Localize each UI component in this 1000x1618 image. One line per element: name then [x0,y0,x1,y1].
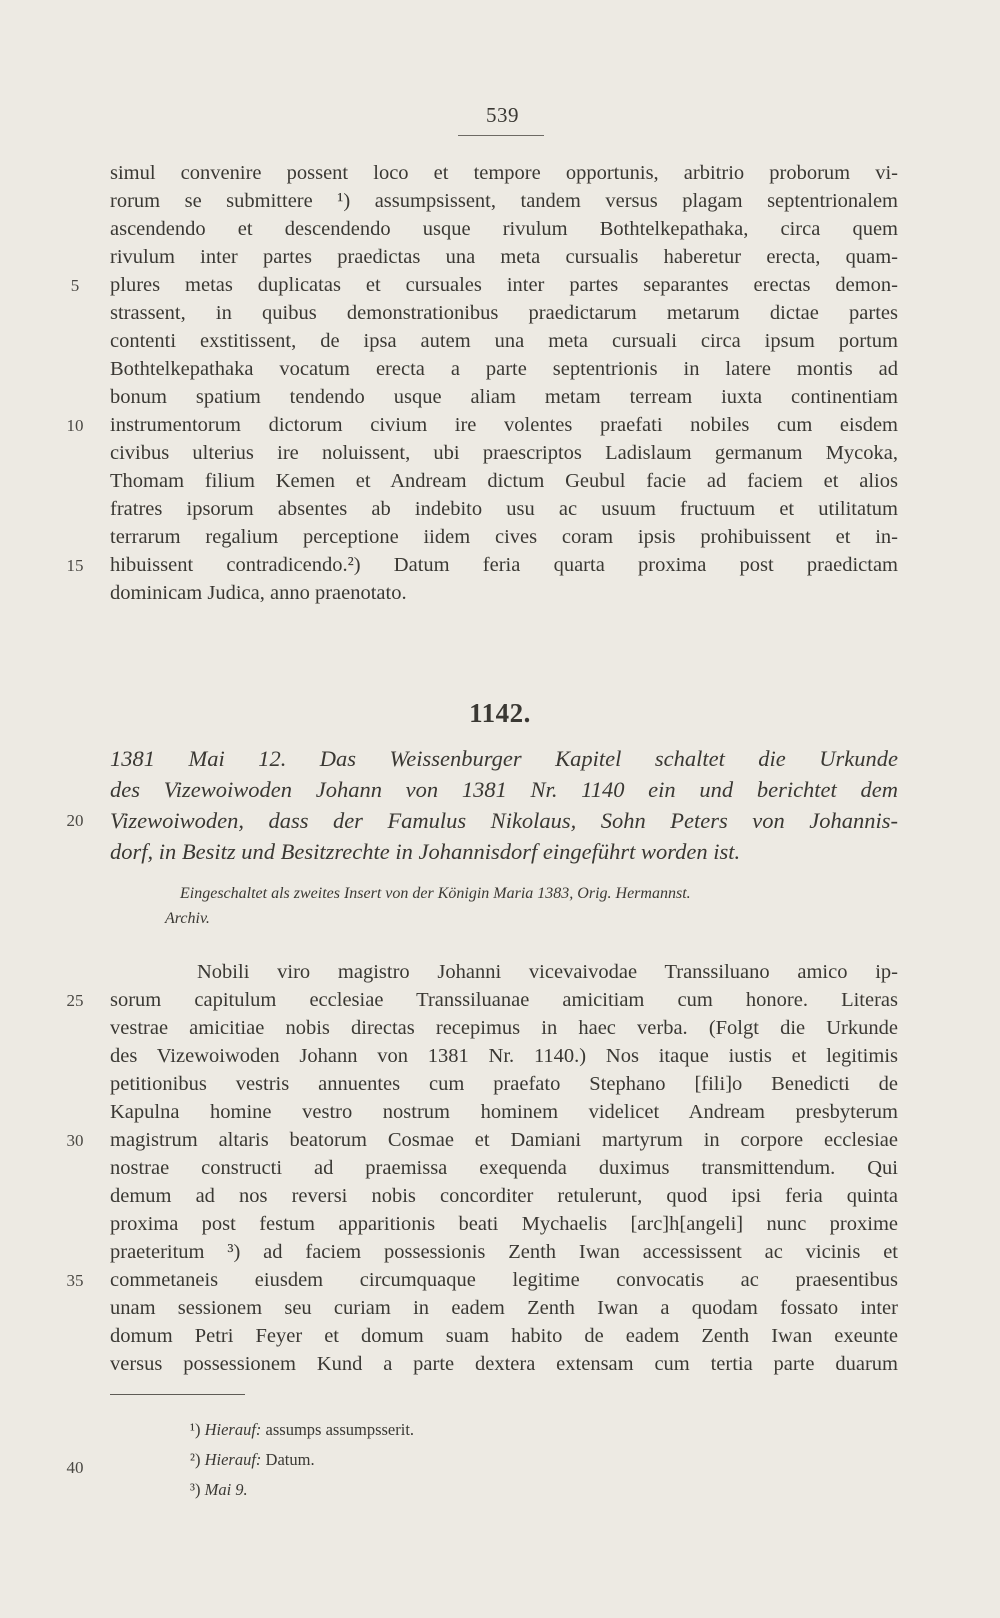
page-number: 539 [486,103,519,127]
text-line: unam sessionem seu curiam in eadem Zenth Iwan a quodam fossato inter [110,1297,898,1319]
regest-line: Vizewoiwoden, dass der Famulus Nikolaus, Sohn Peters von Johannis- [110,808,898,833]
body-line: instrumentorum dictorum civium ire volentes praefati nobiles cum eisdem [110,414,898,436]
text-line: Kapulna homine vestro nostrum hominem videlicet Andream presbyterum [110,1101,898,1123]
footnote [190,1449,315,1471]
body-line: contenti exstitissent, de ipsa autem una meta cursuali circa ipsum portum [110,330,898,352]
footnote-rule [110,1394,245,1395]
regest-line: 1381 Mai 12. Das Weissenburger Kapitel schaltet die Urkunde [110,746,898,771]
text-line: nostrae constructi ad praemissa exequenda duximus transmittendum. Qui [110,1157,898,1179]
footnote-label: Hierauf: [204,1450,262,1469]
margin-line-number: 25 [66,991,84,1010]
text-line: domum Petri Feyer et domum suam habito de eadem Zenth Iwan exeunte [110,1325,898,1347]
source-note-line: Eingeschaltet als zweites Insert von der Königin Maria 1383, Orig. Hermannst. [180,885,691,902]
text-line: magistrum altaris beatorum Cosmae et Damiani martyrum in corpore ecclesiae [110,1129,898,1151]
source-note-line: Archiv. [165,910,210,927]
footnote-label: Mai 9. [204,1480,248,1499]
body-line: hibuissent contradicendo.²) Datum feria quarta proxima post praedictam [110,554,898,576]
margin-line-number: 5 [70,276,80,295]
body-line: terrarum regalium perceptione iidem cives coram ipsis prohibuissent et in- [110,526,898,548]
regest-line: des Vizewoiwoden Johann von 1381 Nr. 1140 ein und berichtet dem [110,777,898,802]
page-number-rule [458,135,544,136]
footnote-text: Datum. [265,1450,315,1469]
body-line: dominicam Judica, anno praenotato. [110,582,407,604]
body-line: civibus ulterius ire noluissent, ubi praescriptos Ladislaum germanum Mycoka, [110,442,898,464]
footnote-mark: ²) [190,1450,201,1469]
footnote [190,1419,414,1441]
text-line: proxima post festum apparitionis beati Mychaelis [arc]h[angeli] nunc proxime [110,1213,898,1235]
body-line: ascendendo et descendendo usque rivulum Bothtelkepathaka, circa quem [110,218,898,240]
body-line: Bothtelkepathaka vocatum erecta a parte septentrionis in latere montis ad [110,358,898,380]
text-line: commetaneis eiusdem circumquaque legitime convocatis ac praesentibus [110,1269,898,1291]
text-line: praeteritum ³) ad faciem possessionis Zenth Iwan accessissent ac vicinis et [110,1241,898,1263]
text-line: sorum capitulum ecclesiae Transsiluanae amicitiam cum honore. Literas [110,989,898,1011]
text-line: Nobili viro magistro Johanni vicevaivodae Transsiluano amico ip- [197,961,898,983]
body-line: rorum se submittere ¹) assumpsissent, tandem versus plagam septentrionalem [110,190,898,212]
footnote [190,1479,248,1501]
margin-line-number: 40 [66,1458,84,1477]
text-line: petitionibus vestris annuentes cum praefato Stephano [fili]o Benedicti de [110,1073,898,1095]
footnote-mark: ³) [190,1480,201,1499]
margin-line-number: 20 [66,811,84,830]
text-line: demum ad nos reversi nobis concorditer retulerunt, quod ipsi feria quinta [110,1185,898,1207]
margin-line-number: 10 [66,416,84,435]
body-line: Thomam filium Kemen et Andream dictum Geubul facie ad faciem et alios [110,470,898,492]
text-line: vestrae amicitiae nobis directas recepimus in haec verba. (Folgt die Urkunde [110,1017,898,1039]
footnote-text: assumps assumpsserit. [265,1420,415,1439]
margin-line-number: 15 [66,556,84,575]
margin-line-number: 30 [66,1131,84,1150]
regest-line: dorf, in Besitz und Besitzrechte in Johannisdorf eingeführt worden ist. [110,839,741,864]
body-line: strassent, in quibus demonstrationibus praedictarum metarum dictae partes [110,302,898,324]
body-line: bonum spatium tendendo usque aliam metam terream iuxta continentiam [110,386,898,408]
body-line: fratres ipsorum absentes ab indebito usu ac usuum fructuum et utilitatum [110,498,898,520]
body-line: simul convenire possent loco et tempore opportunis, arbitrio proborum vi- [110,162,898,184]
document-number: 1142. [469,698,531,728]
footnote-label: Hierauf: [204,1420,262,1439]
text-line: des Vizewoiwoden Johann von 1381 Nr. 1140.) Nos itaque iustis et legitimis [110,1045,898,1067]
body-line: plures metas duplicatas et cursuales inter partes separantes erectas demon- [110,274,898,296]
footnote-mark: ¹) [190,1420,201,1439]
body-line: rivulum inter partes praedictas una meta cursualis haberetur erecta, quam- [110,246,898,268]
margin-line-number: 35 [66,1271,84,1290]
text-line: versus possessionem Kund a parte dextera extensam cum tertia parte duarum [110,1353,898,1375]
